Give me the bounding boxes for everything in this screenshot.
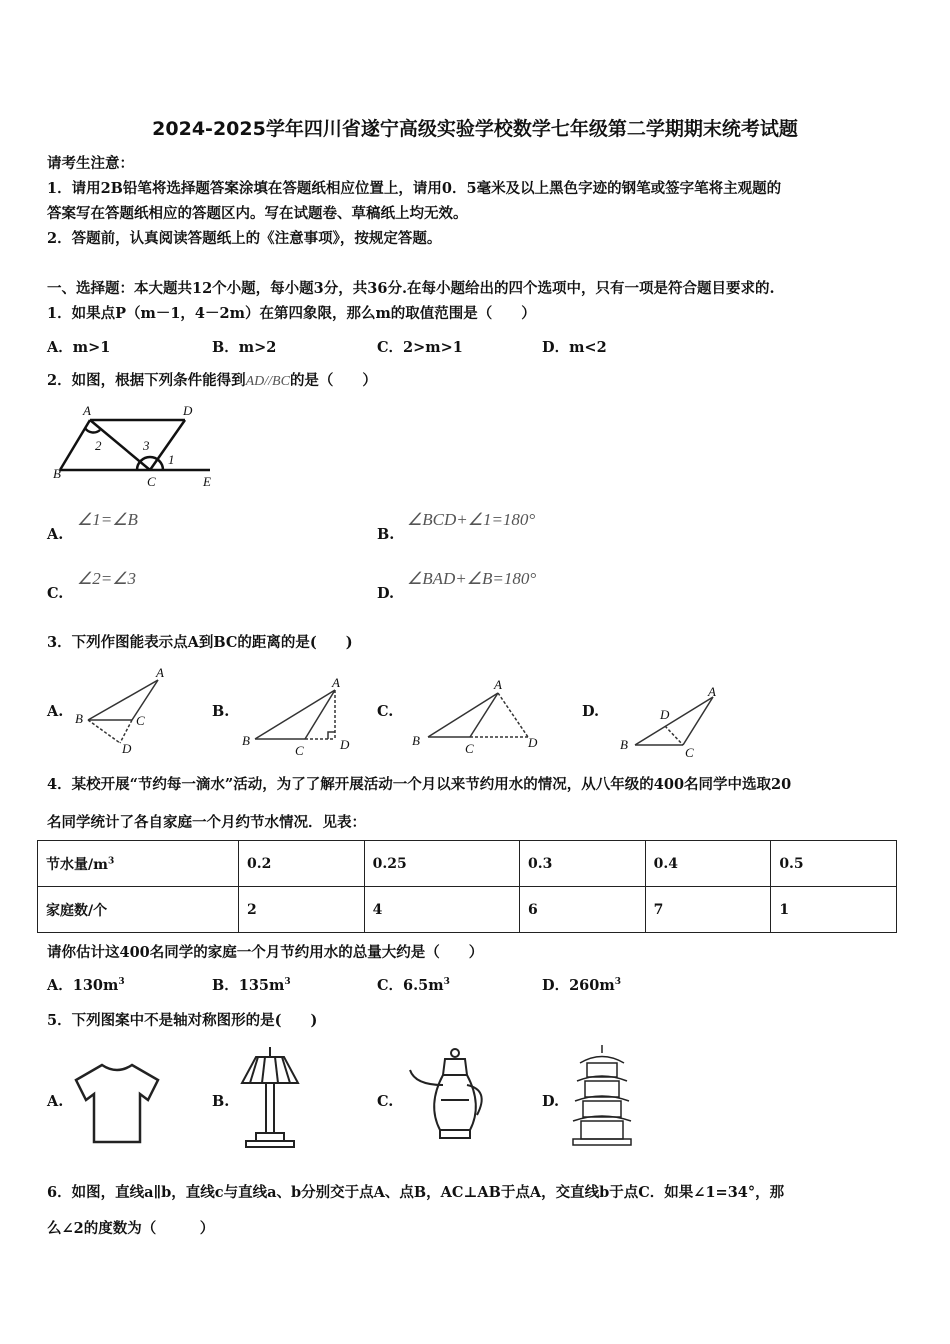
option-d: D．$260m^3$: [542, 977, 621, 994]
question-4: 4．某校开展“节约每一滴水”活动，为了了解开展活动一个月以来节约用水的情况，从八年级的400名同学中选取20: [47, 776, 792, 793]
question-6-cont: 么∠2的度数为（ ）: [47, 1220, 215, 1237]
label: C: [465, 741, 474, 756]
label: D: [122, 741, 132, 756]
triangle-figure-d: [615, 682, 725, 762]
label: 2: [95, 438, 102, 453]
table-cell: 0.4: [645, 841, 771, 887]
label: D: [528, 735, 538, 750]
notice-line: 答案写在答题纸相应的答题区内。写在试题卷、草稿纸上均无效。: [47, 205, 468, 222]
table-row: [38, 887, 897, 933]
option-c: C．2>m>1: [377, 339, 463, 356]
table-row: [38, 841, 897, 887]
table-cell: 1: [771, 887, 897, 933]
option-c: C.: [377, 1093, 394, 1110]
table-cell: 0.5: [771, 841, 897, 887]
question-3: 3．下列作图能表示点A到BC的距离的是( ): [47, 634, 353, 651]
triangle-figure-a: [70, 665, 170, 760]
option-b: B.: [212, 1093, 230, 1110]
table-cell: 0.2: [239, 841, 365, 887]
question-6: 6．如图，直线a∥b，直线c与直线a、b分别交于点A、点B，AC⊥AB于点A，交直线b于点C．如果∠1=34°，那: [47, 1184, 785, 1201]
label: A: [708, 684, 716, 699]
table-cell: 6: [519, 887, 645, 933]
option-b: B．m>2: [212, 339, 277, 356]
triangle-figure-c: [410, 675, 545, 760]
label: B: [53, 466, 61, 481]
option-a: A.: [47, 526, 64, 543]
table-cell: 2: [239, 887, 365, 933]
label: C: [295, 743, 304, 758]
table-cell: 0.25: [364, 841, 519, 887]
math: AD//BC: [245, 374, 290, 389]
label: A: [83, 403, 91, 418]
option-c: C.: [377, 703, 394, 720]
option-b: B.: [377, 526, 395, 543]
question-4-cont: 名同学统计了各自家庭一个月约节水情况．见表：: [47, 814, 366, 831]
pagoda-image: [565, 1045, 640, 1150]
table-cell: 7: [645, 887, 771, 933]
label: B: [75, 711, 83, 726]
question-4-ask: 请你估计这400名同学的家庭一个月节约用水的总量大约是（ ）: [47, 944, 484, 961]
label: C: [147, 474, 156, 489]
question-1: 1．如果点P（m－1，4－2m）在第四象限，那么m的取值范围是（ ）: [47, 305, 536, 322]
option-a: A．m>1: [47, 339, 111, 356]
label: D: [183, 403, 193, 418]
option-d: D．m<2: [542, 339, 607, 356]
option-d: D.: [377, 585, 395, 602]
label: C: [136, 713, 145, 728]
option-a: A．$130m^3$: [47, 977, 125, 994]
parallelogram-figure: [45, 400, 225, 495]
label: D: [340, 737, 350, 752]
tshirt-image: [72, 1060, 162, 1145]
option-d: D.: [582, 703, 600, 720]
stem: 的是（ ）: [289, 372, 377, 389]
option-c: C.: [47, 585, 64, 602]
notice-line: 1．请用2B铅笔将选择题答案涂填在答题纸相应位置上，请用0．5毫米及以上黑色字迹的钢笔或签字笔将主观题的: [47, 180, 782, 197]
question-2: [47, 369, 377, 390]
option-math: ∠BAD+∠B=180°: [407, 569, 537, 588]
lamp-image: [238, 1045, 303, 1150]
option-a: A.: [47, 703, 64, 720]
water-saving-table: [37, 840, 897, 933]
notice-heading: 请考生注意：: [47, 155, 134, 172]
triangle-figure-b: [240, 675, 360, 760]
table-cell: 0.3: [519, 841, 645, 887]
option-math: ∠BCD+∠1=180°: [407, 510, 536, 529]
notice-line: 2．答题前，认真阅读答题纸上的《注意事项》，按规定答题。: [47, 230, 442, 247]
page-title: 2024-2025学年四川省遂宁高级实验学校数学七年级第二学期期末统考试题: [152, 118, 798, 140]
stem: 2．如图，根据下列条件能得到: [47, 372, 246, 389]
table-header: 家庭数/个: [38, 887, 239, 933]
label: C: [685, 745, 694, 760]
label: A: [156, 665, 164, 680]
label: A: [332, 675, 340, 690]
option-math: ∠1=∠B: [77, 510, 138, 529]
option-b: B.: [212, 703, 230, 720]
option-c: C．$6.5m^3$: [377, 977, 450, 994]
teapot-image: [405, 1045, 495, 1150]
label: E: [203, 474, 211, 489]
label: D: [660, 707, 670, 722]
label: A: [494, 677, 502, 692]
question-5: 5．下列图案中不是轴对称图形的是( ): [47, 1012, 318, 1029]
label: B: [620, 737, 628, 752]
label: 1: [168, 452, 175, 467]
table-header: 节水量$/m^3$: [38, 841, 239, 887]
label: B: [412, 733, 420, 748]
label: 3: [143, 438, 150, 453]
table-cell: 4: [364, 887, 519, 933]
section-heading: 一、选择题：本大题共12个小题，每小题3分，共36分.在每小题给出的四个选项中，只有一项是符合题目要求的.: [47, 280, 775, 297]
option-d: D.: [542, 1093, 560, 1110]
option-b: B．$135m^3$: [212, 977, 291, 994]
option-math: ∠2=∠3: [77, 569, 136, 588]
label: B: [242, 733, 250, 748]
option-a: A.: [47, 1093, 64, 1110]
